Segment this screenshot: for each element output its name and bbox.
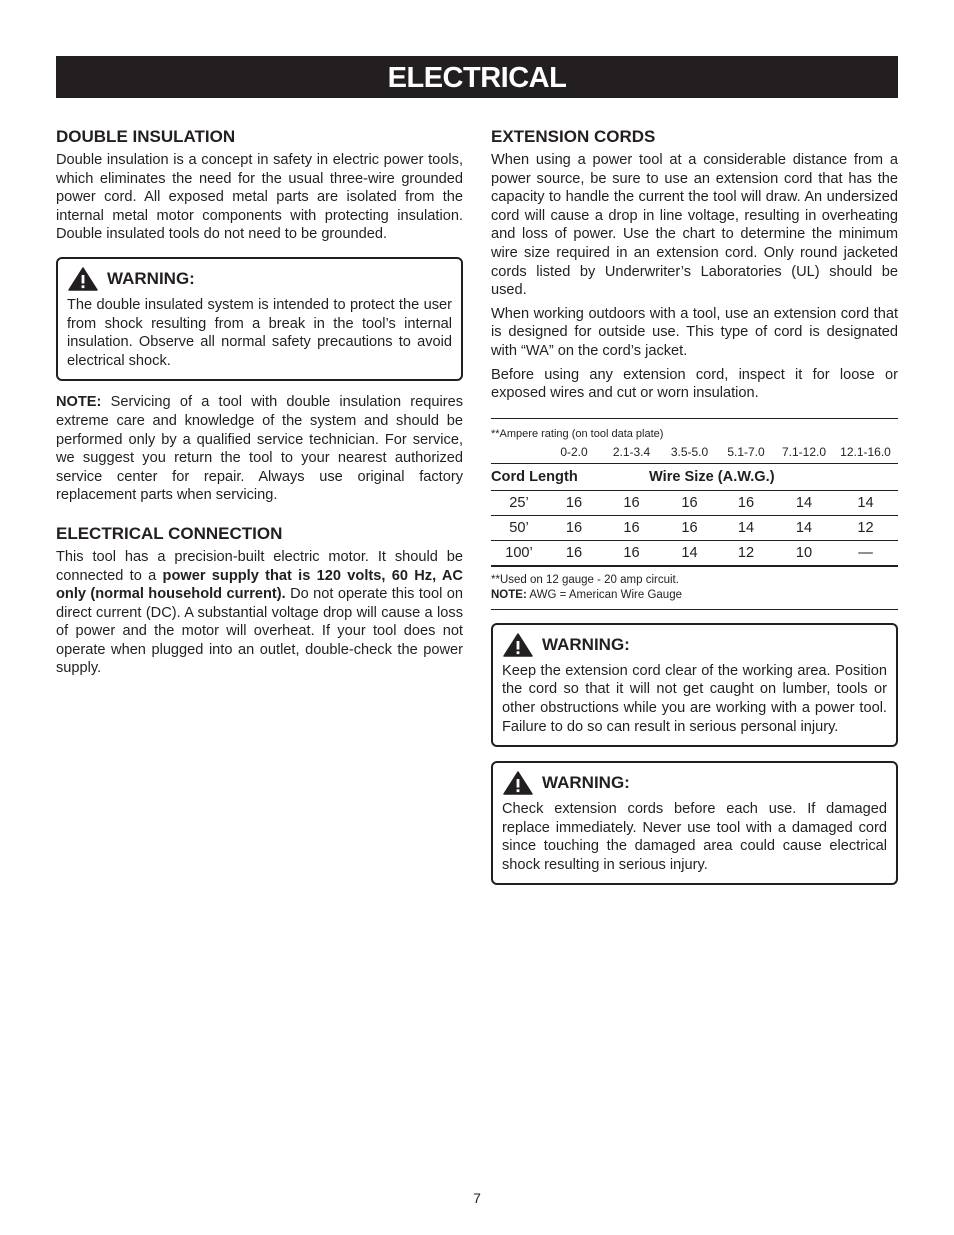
gauge-cell: 12 — [857, 519, 874, 536]
gauge-cell: 16 — [681, 494, 698, 511]
gauge-cell: 10 — [795, 544, 813, 561]
ampere-ranges-row — [491, 445, 898, 460]
gauge-cell: 16 — [623, 494, 640, 511]
warning-body: The double insulated system is intended to protect the user from shock resulting from a break in the tool’s internal insulation. Observe all normal safety precautions to avoid electrical shock. — [67, 296, 452, 369]
warning-label: WARNING: — [542, 773, 630, 793]
gauge-cell: 14 — [857, 494, 874, 511]
warning-box-working-area — [491, 623, 898, 747]
extension-cords-p3: Before using any extension cord, inspect it for loose or exposed wires and cut or worn insulation. — [491, 366, 898, 402]
gauge-cell: 14 — [681, 544, 698, 561]
footnote-note-label: NOTE: — [491, 588, 527, 601]
ampere-range: 3.5-5.0 — [670, 444, 709, 459]
cord-length-cell: 100’ — [505, 544, 533, 561]
footnote-awg — [491, 588, 898, 603]
extension-cords-section — [491, 126, 898, 403]
section-banner: ELECTRICAL — [56, 56, 898, 98]
gauge-cell: 14 — [795, 494, 813, 511]
warning-label: WARNING: — [542, 634, 630, 654]
electrical-connection-body — [56, 548, 463, 678]
connection-text-pre: This tool has a precision-built electric motor. It should be connected to a — [56, 548, 463, 584]
gauge-cell: 16 — [623, 519, 640, 536]
table-row — [491, 491, 898, 516]
table-row — [491, 541, 898, 567]
gauge-cell: 16 — [565, 519, 583, 536]
gauge-cell: — — [858, 544, 873, 561]
warning-header — [67, 267, 452, 291]
table-row — [491, 516, 898, 541]
gauge-cell: 16 — [737, 494, 755, 511]
warning-body: Check extension cords before each use. If damaged replace immediately. Never use tool with a damaged cord since touching the damaged area could cause electrical shock resulting in serious injury. — [502, 801, 887, 873]
gauge-cell: 12 — [737, 544, 755, 561]
ampere-range: 7.1-12.0 — [781, 444, 827, 459]
warning-triangle-icon — [68, 267, 98, 291]
cord-length-cell: 25’ — [509, 494, 529, 511]
extension-cords-heading: EXTENSION CORDS — [491, 127, 656, 146]
note-label: NOTE: — [56, 394, 102, 411]
ampere-range: 5.1-7.0 — [727, 444, 765, 459]
warning-box-double-insulation — [56, 257, 463, 381]
electrical-connection-section — [56, 523, 463, 678]
warning-triangle-icon — [503, 633, 533, 657]
cord-length-header: Cord Length — [491, 468, 578, 485]
warning-label: WARNING: — [107, 268, 195, 288]
service-note — [56, 393, 463, 505]
warning-box-check-cords — [491, 761, 898, 885]
double-insulation-heading: DOUBLE INSULATION — [56, 127, 236, 146]
page-number: 7 — [473, 1190, 481, 1206]
double-insulation-section — [56, 126, 463, 244]
warning-header — [502, 633, 887, 657]
table-footnote — [491, 573, 898, 603]
note-body: Servicing of a tool with double insulation requires extreme care and knowledge of the system and should be performed only by a qualified service technician. For service, we suggest you return the tool to your nearest authorized service center for repair. Always use original factory replacement parts when servicing. — [56, 394, 463, 504]
footnote-circuit: **Used on 12 gauge - 20 amp circuit. — [491, 573, 679, 586]
ampere-range: 12.1-16.0 — [840, 444, 891, 459]
extension-cords-p1: When using a power tool at a considerable distance from a power source, be sure to use an extension cord that has the capacity to handle the current the tool will draw. An undersized cord will cause a drop in line voltage, resulting in overheating and loss of power. Use the chart to determine the minimum wire size required in an extension cord. Only round jacketed cords listed by Underwriter’s Laboratories (UL) should be used. — [491, 152, 898, 299]
cord-length-cell: 50’ — [509, 519, 529, 536]
double-insulation-body: Double insulation is a concept in safety in electric power tools, which eliminates the need for the usual three-wire grounded power cord. All exposed metal parts are isolated from the internal metal motor components with protecting insulation. Double insulated tools do not need to be grounded. — [56, 152, 463, 243]
left-column — [56, 126, 463, 678]
gauge-cell: 16 — [681, 519, 698, 536]
ampere-rating-note: **Ampere rating (on tool data plate) — [491, 427, 664, 440]
gauge-cell: 16 — [623, 544, 640, 561]
gauge-cell: 16 — [565, 544, 583, 561]
warning-body: Keep the extension cord clear of the working area. Position the cord so that it will not get caught on lumber, tools or other obstructions while you are working with a power tool. Failure to do so can result in serious personal injury. — [502, 662, 887, 735]
footnote-awg-text: AWG = American Wire Gauge — [526, 588, 682, 601]
extension-cords-p2: When working outdoors with a tool, use an extension cord that is designed for outside use. This type of cord is designated with “WA” on the cord’s jacket. — [491, 305, 898, 359]
gauge-cell: 14 — [737, 519, 755, 536]
wire-size-header: Wire Size (A.W.G.) — [649, 468, 775, 485]
warning-triangle-icon — [503, 771, 533, 795]
connection-text-post: Do not operate this tool on direct current (DC). A substantial voltage drop will cause a loss of power and the motor will overheat. If your tool does not operate when plugged into an outlet, double-check the power supply. — [56, 586, 463, 677]
electrical-connection-heading: ELECTRICAL CONNECTION — [56, 523, 283, 543]
gauge-cell: 14 — [795, 519, 813, 536]
ampere-range: 2.1-3.4 — [612, 444, 651, 459]
connection-text-bold: power supply that is 120 volts, 60 Hz, AC only (normal household current). — [56, 567, 463, 603]
ampere-range: 0-2.0 — [560, 444, 588, 459]
gauge-cell: 16 — [565, 494, 583, 511]
table-header — [491, 463, 898, 491]
right-column — [491, 126, 898, 885]
warning-header — [502, 771, 887, 795]
wire-size-table — [491, 418, 898, 610]
table-body — [491, 491, 898, 567]
